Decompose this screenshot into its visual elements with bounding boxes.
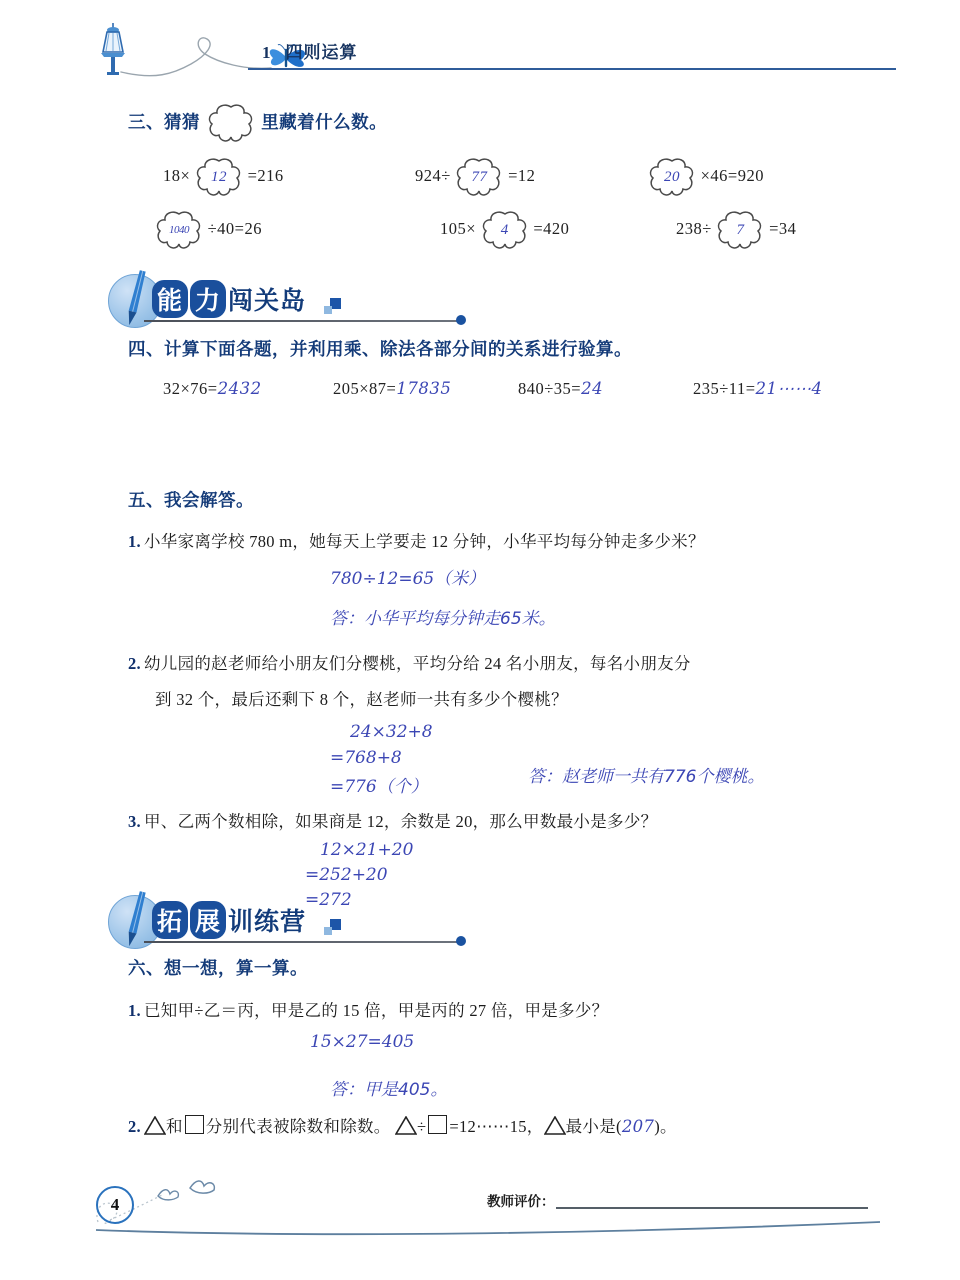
section-5-heading: 五、我会解答。	[128, 491, 254, 511]
answer-value: 21⋯⋯4	[755, 379, 823, 398]
section5-problem-2-work-2: =768+8	[330, 748, 402, 768]
section3-problem-3	[648, 157, 764, 197]
flower-answer-value: 77	[471, 168, 488, 185]
section3-problem-5	[440, 210, 569, 250]
problem-part-2: 分别代表被除数和除数。	[205, 1117, 391, 1136]
flower-answer-slot[interactable]	[195, 157, 243, 197]
section5-problem-2-work-3: =776（个）	[330, 777, 428, 797]
section5-problem-3-work-1: 12×21+20	[320, 840, 414, 860]
triangle-icon	[395, 1116, 417, 1135]
section5-problem-2-work-1: 24×32+8	[350, 722, 433, 742]
unit-number: 1	[262, 43, 272, 62]
flower-answer-value: 4	[500, 221, 509, 238]
problem-part-6: )。	[654, 1117, 677, 1136]
answer-text: 甲是405。	[364, 1080, 448, 1100]
banner-square-light	[324, 306, 332, 314]
banner-cap-1: 能	[152, 280, 188, 318]
section5-problem-1-answer	[330, 604, 556, 629]
triangle-icon	[544, 1116, 566, 1135]
answer-label: 答：	[330, 609, 364, 629]
expr-left: 105×	[440, 218, 477, 238]
answer-label: 答：	[528, 767, 562, 787]
section6-problem-1-answer	[330, 1075, 447, 1100]
flower-icon	[207, 103, 255, 143]
header-rule	[248, 68, 896, 70]
answer-text: 小华平均每分钟走65米。	[364, 609, 556, 629]
banner-line	[144, 320, 460, 322]
banner-ability-island	[108, 272, 578, 330]
problem-part-1: 和	[165, 1117, 183, 1136]
expr-right: ×46=920	[700, 165, 764, 185]
problem-part-3: ÷	[417, 1117, 427, 1136]
section6-problem-1-text	[128, 997, 608, 1021]
answer-value: 17835	[396, 379, 452, 398]
problem-number: 1.	[128, 532, 141, 551]
section5-problem-2-answer	[528, 762, 764, 787]
section-3-heading-before: 三、猜猜	[128, 113, 200, 133]
problem-body: 幼儿园的赵老师给小朋友们分樱桃，平均分给 24 名小朋友，每名小朋友分	[143, 654, 691, 673]
expr-text: 840÷35=	[518, 379, 582, 398]
flower-answer-slot[interactable]	[648, 157, 696, 197]
section5-problem-3-work-3: =272	[305, 890, 352, 910]
banner-cap-2: 展	[190, 901, 226, 939]
flower-answer-value: 1040	[169, 224, 189, 236]
section3-problem-4	[155, 210, 262, 250]
section3-problem-1	[163, 157, 284, 197]
section5-problem-3-text	[128, 808, 657, 832]
section4-problem-4	[693, 379, 823, 399]
answer-text: 赵老师一共有776个樱桃。	[562, 767, 765, 787]
square-icon	[428, 1115, 447, 1134]
answer-value: 2432	[217, 379, 262, 398]
answer-value: 207	[621, 1117, 655, 1136]
flower-answer-value: 12	[210, 168, 227, 185]
problem-body: 已知甲÷乙＝丙，甲是乙的 15 倍，甲是丙的 27 倍，甲是多少？	[143, 1001, 609, 1020]
banner-cap-2: 力	[190, 280, 226, 318]
problem-number: 2.	[128, 654, 141, 673]
expr-left: 238÷	[676, 218, 712, 238]
flower-answer-slot[interactable]	[481, 210, 529, 250]
problem-part-5: 最小是(	[565, 1117, 622, 1136]
section-4-heading: 四、计算下面各题，并利用乘、除法各部分间的关系进行验算。	[128, 340, 632, 360]
section5-problem-2-text-line2: 到 32 个，最后还剩下 8 个，赵老师一共有多少个樱桃？	[155, 690, 568, 709]
section5-problem-2-text-line1	[128, 650, 691, 674]
expr-text: 32×76=	[163, 379, 218, 398]
expr-text: 205×87=	[333, 379, 397, 398]
expr-left: 924÷	[415, 165, 451, 185]
expr-text: 235÷11=	[693, 379, 756, 398]
banner-dot	[456, 936, 466, 946]
lamp-icon	[101, 23, 125, 75]
expr-right: =216	[247, 165, 284, 185]
expr-right: =34	[769, 218, 797, 238]
section3-problem-2	[415, 157, 535, 197]
problem-number: 1.	[128, 1001, 141, 1020]
banner-rest: 训练营	[228, 907, 307, 936]
section6-problem-1-work-1: 15×27=405	[310, 1032, 415, 1052]
section5-problem-1-work-1: 780÷12=65（米）	[330, 569, 486, 589]
section4-problem-3	[518, 379, 603, 399]
flower-answer-slot[interactable]	[155, 210, 203, 250]
problem-body: 小华家离学校 780 m，她每天上学要走 12 分钟，小华平均每分钟走多少米？	[143, 532, 705, 551]
answer-label: 答：	[330, 1080, 364, 1100]
section4-problem-1	[163, 379, 262, 399]
banner-square-light	[324, 927, 332, 935]
problem-number: 2.	[128, 1117, 141, 1136]
problem-body: 甲、乙两个数相除，如果商是 12，余数是 20，那么甲数最小是多少？	[143, 812, 658, 831]
square-icon	[185, 1115, 204, 1134]
expr-right: =12	[508, 165, 536, 185]
section5-problem-1-text	[128, 528, 705, 552]
page-title	[262, 38, 358, 63]
expr-right: =420	[533, 218, 570, 238]
page-number: 4	[96, 1186, 134, 1224]
problem-number: 3.	[128, 812, 141, 831]
section3-problem-6	[676, 210, 796, 250]
section4-problem-2	[333, 379, 451, 399]
section-3-heading-after: 里藏着什么数。	[261, 113, 388, 133]
problem-part-4: =12⋯⋯15，	[449, 1117, 544, 1136]
banner-line	[144, 941, 460, 943]
section-6-heading: 六、想一想，算一算。	[128, 959, 308, 979]
expr-right: ÷40=26	[207, 218, 262, 238]
triangle-icon	[144, 1116, 166, 1135]
unit-title: 四则运算	[285, 43, 358, 62]
footer-decoration	[80, 1180, 880, 1240]
flower-answer-value: 7	[736, 221, 745, 238]
banner-text	[152, 901, 306, 939]
flower-answer-slot[interactable]	[455, 157, 503, 197]
teacher-comment-line[interactable]	[556, 1207, 868, 1209]
section5-problem-3-work-2: =252+20	[305, 865, 388, 885]
section6-problem-2-text	[128, 1113, 677, 1137]
banner-dot	[456, 315, 466, 325]
flower-answer-value: 20	[664, 168, 680, 185]
banner-rest: 闯关岛	[228, 286, 307, 315]
banner-expansion-camp	[108, 893, 578, 951]
expr-left: 18×	[163, 165, 191, 185]
section-3-heading	[128, 103, 387, 143]
banner-text	[152, 280, 306, 318]
banner-cap-1: 拓	[152, 901, 188, 939]
answer-value: 24	[581, 379, 604, 398]
bird-icon	[190, 1181, 214, 1193]
flower-answer-slot[interactable]	[716, 210, 764, 250]
teacher-comment-label: 教师评价：	[487, 1194, 555, 1210]
